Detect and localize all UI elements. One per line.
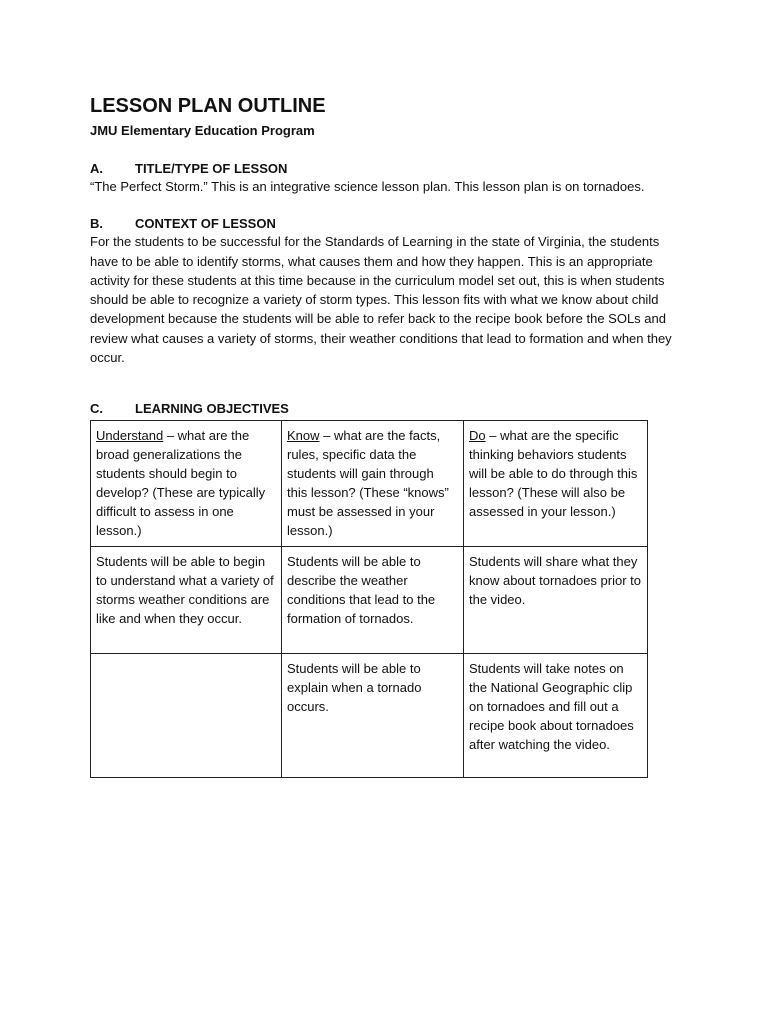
section-letter: B. — [90, 216, 103, 232]
section-heading — [90, 401, 678, 417]
table-cell-know — [282, 421, 464, 547]
cell-text: – what are the specific thinking behaviors students will be able to do through this lesson? (These will also be assessed in your lesson.) — [469, 428, 638, 520]
table-cell: Students will be able to begin to understand what a variety of storms weather conditions are like and when they occur. — [91, 547, 282, 654]
section-title-type — [90, 161, 678, 196]
section-letter: A. — [90, 161, 103, 176]
cell-text: – what are the facts, rules, specific data the students will gain through this lesson? (These “knows” must be assessed in your lesson.) — [287, 428, 449, 539]
section-body: For the students to be successful for the Standards of Learning in the state of Virginia, the students have to be able to identify storms, what causes them and how they happen. This is an appropriate activity for these students at this time because in the curriculum model set out, this is when students should be able to recognize a variety of storm types. This lesson fits with what we know about child development because the students will be able to refer back to the recipe book before the SOLs and review what causes a variety of storms, their weather conditions that lead to formation and when they occur. — [90, 234, 672, 366]
cell-term: Know — [287, 428, 320, 444]
section-heading-text: TITLE/TYPE OF LESSON — [135, 161, 288, 176]
cell-term: Understand — [96, 428, 164, 444]
table-cell — [91, 654, 282, 778]
table-cell-understand — [91, 421, 282, 547]
document-title: LESSON PLAN OUTLINE — [90, 95, 326, 117]
table-row — [91, 654, 648, 778]
table-cell: Students will be able to describe the weather conditions that lead to the formation of tornados. — [282, 547, 464, 654]
table-row — [91, 547, 648, 654]
section-heading — [90, 216, 678, 232]
cell-text: – what are the broad generalizations the students should begin to develop? (These are typically difficult to assess in one lesson.) — [96, 428, 266, 539]
table-cell: Students will share what they know about tornadoes prior to the video. — [464, 547, 648, 654]
section-context — [90, 216, 678, 367]
section-letter: C. — [90, 401, 103, 417]
document-page — [90, 94, 678, 778]
section-heading — [90, 161, 678, 177]
table-header-row — [91, 421, 648, 547]
section-heading-text: CONTEXT OF LESSON — [135, 216, 276, 232]
section-body: “The Perfect Storm.” This is an integrative science lesson plan. This lesson plan is on tornadoes. — [90, 179, 645, 194]
table-cell-do — [464, 421, 648, 547]
table-cell: Students will take notes on the National Geographic clip on tornadoes and fill out a recipe book about tornadoes after watching the video. — [464, 654, 648, 778]
section-learning-objectives — [90, 401, 678, 778]
cell-term: Do — [469, 428, 486, 444]
section-heading-text: LEARNING OBJECTIVES — [135, 401, 289, 417]
program-subtitle: JMU Elementary Education Program — [90, 123, 315, 138]
objectives-table — [90, 420, 648, 778]
table-cell: Students will be able to explain when a tornado occurs. — [282, 654, 464, 778]
